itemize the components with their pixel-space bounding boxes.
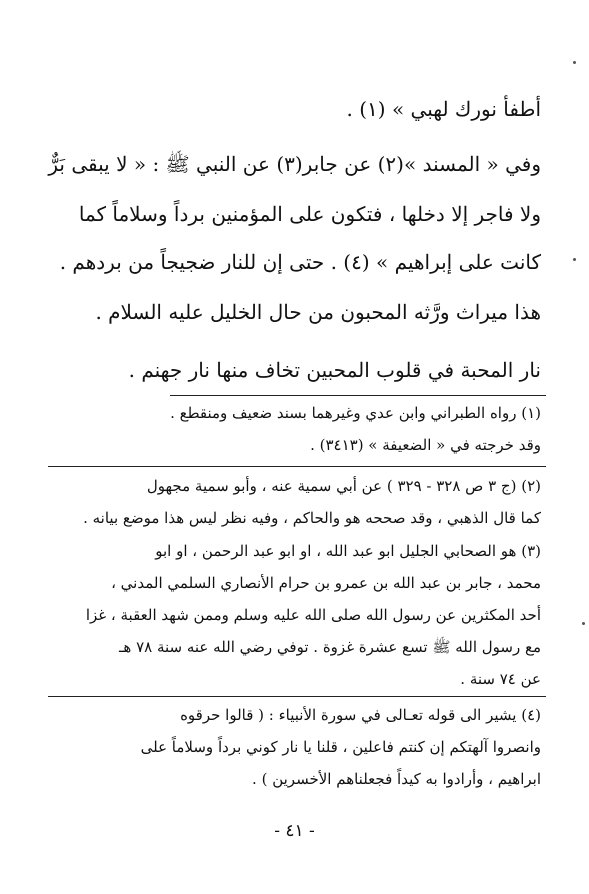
footnote-separator bbox=[170, 395, 546, 396]
footnote-1-line-2: وقد خرجته في « الضعيفة » (٣٤١٣) . bbox=[310, 436, 541, 454]
main-text-line-5: هذا ميراث ورَّثه المحبون من حال الخليل عليه السلام . bbox=[95, 300, 541, 324]
footnote-3-line-2: محمد ، جابر بن عبد الله بن عمرو بن حرام الأنصاري السلمي المدني ، bbox=[111, 574, 541, 592]
footnote-4-line-2: وانصروا آلهتكم إن كنتم فاعلين ، قلنا يا نار كوني برداً وسلاماً على bbox=[140, 738, 541, 756]
margin-speck bbox=[582, 622, 585, 625]
footnote-3-line-1: (٣) هو الصحابي الجليل ابو عبد الله ، او ابو عبد الرحمن ، او ابو bbox=[155, 542, 541, 560]
footnote-3-line-5: عن ٧٤ سنة . bbox=[460, 670, 541, 688]
footnote-2-line-2: كما قال الذهبي ، وقد صححه هو والحاكم ، وفيه نظر ليس هذا موضع بيانه . bbox=[83, 509, 541, 527]
footnote-divider-1 bbox=[48, 466, 546, 467]
main-text-line-2: وفي « المسند »(٢) عن جابر(٣) عن النبي ﷺ : « لا يبقى بَرٌّ bbox=[48, 152, 541, 176]
footnote-3-line-4: مع رسول الله ﷺ تسع عشرة غزوة . توفي رضي الله عنه سنة ٧٨ هـ bbox=[118, 638, 541, 656]
footnote-2-line-1: (٢) (ج ٣ ص ٣٢٨ - ٣٢٩ ) عن أبي سمية عنه ، وأبو سمية مجهول bbox=[146, 477, 541, 495]
main-text-line-6: نار المحبة في قلوب المحبين تخاف منها نار جهنم . bbox=[128, 358, 541, 382]
main-text-line-4: كانت على إبراهيم » (٤) . حتى إن للنار ضجيجاً من بردهم . bbox=[59, 250, 541, 274]
margin-speck bbox=[573, 258, 576, 261]
footnote-3-line-3: أحد المكثرين عن رسول الله صلى الله عليه وسلم وممن شهد العقبة ، غزا bbox=[85, 606, 541, 624]
footnote-4-line-3: ابراهيم ، وأرادوا به كيداً فجعلناهم الأخسرين ) . bbox=[252, 770, 541, 788]
page-number: - ٤١ - bbox=[274, 821, 315, 841]
main-text-line-3: ولا فاجر إلا دخلها ، فتكون على المؤمنين برداً وسلاماً كما bbox=[78, 202, 541, 226]
footnote-divider-2 bbox=[48, 696, 546, 697]
footnote-1-line-1: (١) رواه الطبراني وابن عدي وغيرهما بسند ضعيف ومنقطع . bbox=[170, 404, 541, 422]
margin-speck bbox=[573, 61, 576, 64]
main-text-line-1: أطفأ نورك لهبي » (١) . bbox=[346, 97, 541, 121]
footnote-4-line-1: (٤) يشير الى قوله تعـالى في سورة الأنبياء : ( قالوا حرقوه bbox=[180, 706, 541, 724]
